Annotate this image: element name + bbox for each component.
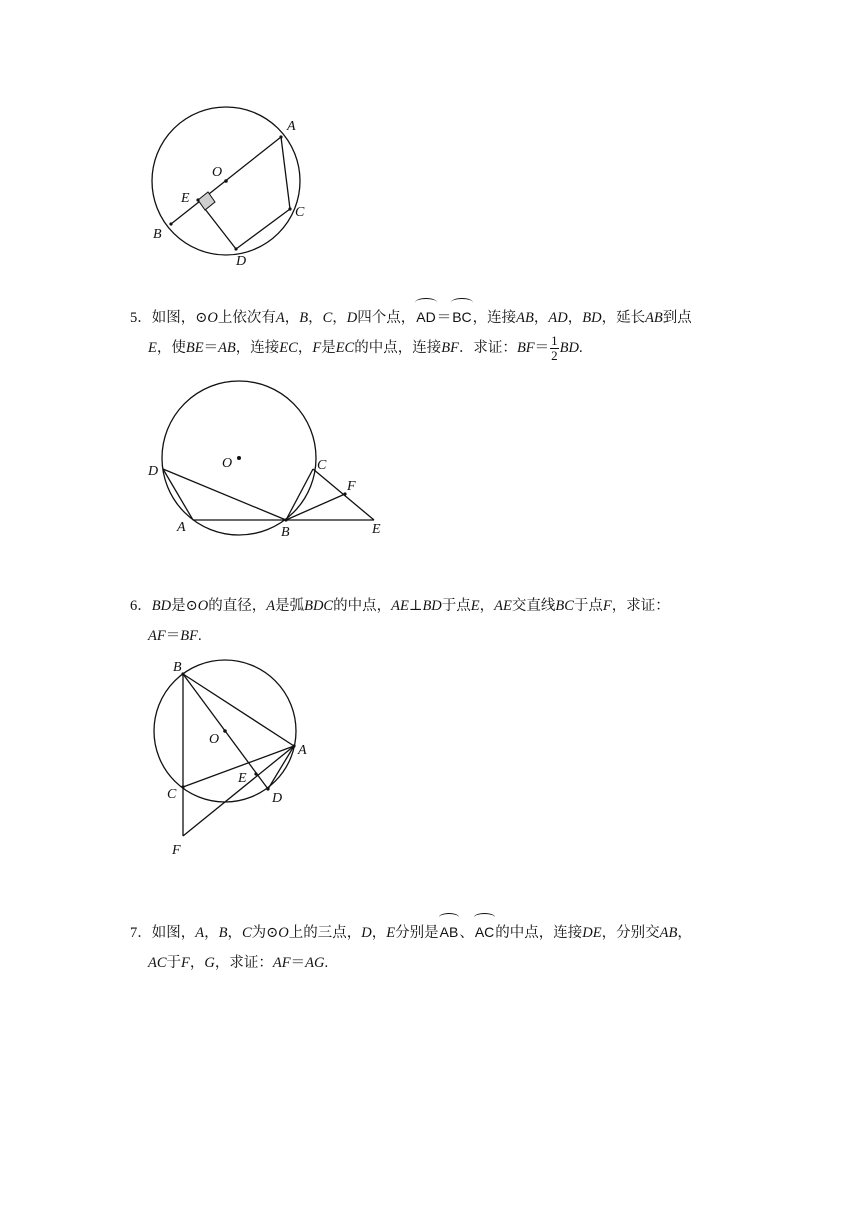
segment-ba: [183, 674, 294, 746]
problem-7-line-1: 7．如图，A，B，C为⊙O上的三点，D，E分别是AB、AC的中点，连接DE，分别交AB，: [130, 917, 750, 948]
problem-7: [130, 917, 750, 978]
segment-bc: [286, 469, 313, 520]
label-e: E: [181, 191, 190, 206]
figure-5: [140, 375, 400, 545]
segment-bf: [286, 494, 345, 520]
figure-4: [140, 105, 340, 275]
problem-6-line-1: 6．BD是⊙O的直径，A是弧BDC的中点，AE⊥BD于点E，AE交直线BC于点F，求证：: [130, 598, 670, 614]
arc-ab: AB: [439, 917, 460, 947]
right-angle-mark: [198, 192, 215, 210]
label-c: C: [167, 787, 177, 802]
label-o: O: [209, 732, 220, 747]
label-d: D: [148, 464, 159, 479]
label-d: D: [236, 254, 247, 269]
point-o: [223, 729, 227, 733]
label-f: F: [347, 479, 356, 494]
point-o: [237, 456, 241, 460]
problem-5: [130, 302, 750, 363]
label-a: A: [287, 119, 296, 134]
problem-5-line-1: 5．如图，⊙O上依次有A，B，C，D四个点，AD＝BC，连接AB，AD，BD，延长AB到点: [130, 302, 750, 333]
fraction-one-half: $\frac{1}{2}$: [551, 333, 558, 364]
figure-6: [140, 652, 320, 862]
label-c: C: [317, 458, 327, 473]
arc-bc: BC: [451, 302, 472, 332]
figure-5-diagram: [140, 375, 400, 545]
label-e: E: [372, 522, 381, 537]
label-b: B: [153, 227, 162, 242]
segment-ad: [268, 746, 294, 789]
label-f: F: [172, 843, 181, 858]
label-b: B: [173, 660, 182, 675]
problem-6-line-2: AF＝BF.: [148, 628, 202, 644]
point-o: [224, 179, 228, 183]
problem-5-line-2: E，使BE＝AB，连接EC，F是EC的中点，连接BF．求证：BF＝ $\frac{1}{2}$ BD.: [148, 333, 583, 364]
segment-da: [163, 469, 193, 520]
arc-ad: AD: [415, 302, 436, 332]
figure-4-diagram: [140, 105, 340, 275]
label-a: A: [298, 743, 307, 758]
segment-db: [163, 469, 286, 520]
label-d: D: [272, 791, 283, 806]
figure-6-diagram: [140, 652, 320, 862]
label-o: O: [222, 456, 233, 471]
problem-6: [130, 591, 750, 651]
label-c: C: [295, 205, 305, 220]
label-o: O: [212, 165, 223, 180]
label-b: B: [281, 525, 290, 540]
arc-ac: AC: [474, 917, 495, 947]
label-a: A: [177, 520, 186, 535]
label-e: E: [238, 771, 247, 786]
problem-7-line-2: AC于F，G，求证：AF＝AG.: [148, 955, 329, 971]
segment-ac: [281, 137, 290, 209]
